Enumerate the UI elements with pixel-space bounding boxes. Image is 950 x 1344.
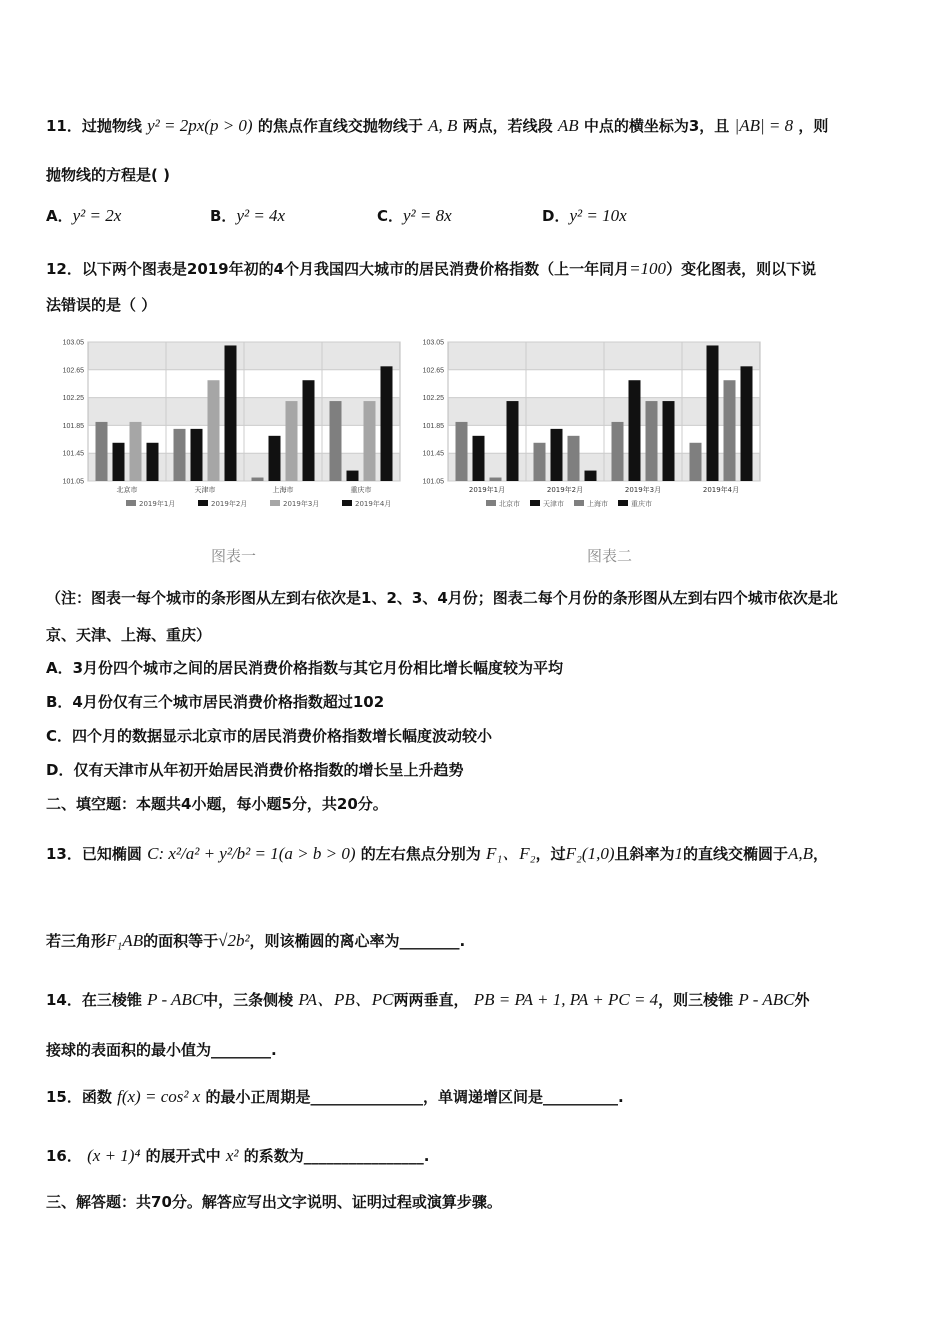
y-tick-label: 101.45	[62, 450, 84, 458]
q11-number: 11．	[46, 117, 82, 135]
legend-swatch	[342, 500, 352, 506]
q11-points: A, B	[428, 116, 458, 135]
q13-text: 的面积等于	[143, 932, 219, 950]
q16-binomial: (x + 1)⁴	[87, 1146, 141, 1165]
bar-2019年3月-重庆市	[364, 401, 376, 481]
q11-text: 的焦点作直线交抛物线于	[257, 117, 423, 135]
bar-2019年1月-天津市	[174, 429, 186, 481]
bar-2019年2月-天津市	[191, 429, 203, 481]
q14-text: 在三棱锥	[81, 991, 142, 1009]
legend-swatch	[126, 500, 136, 506]
q13-number: 13．	[46, 845, 82, 863]
q13-focus-point: F₂(1,0)	[565, 844, 615, 863]
q16-text: 的系数为________________.	[243, 1147, 430, 1165]
q12-text: 以下两个图表是2019年初的4个月我国四大城市的居民消费价格指数（上一年同月	[81, 260, 630, 278]
x-tick-label: 北京市	[116, 486, 138, 494]
y-tick-label: 102.65	[422, 367, 444, 375]
legend-label: 2019年3月	[283, 500, 320, 508]
q12-option-b: B．4月份仅有三个城市居民消费价格指数超过102	[46, 693, 385, 711]
q11-text: ，则	[798, 117, 829, 135]
legend-swatch	[198, 500, 208, 506]
q12-number: 12．	[46, 260, 82, 278]
q13-text: 已知椭圆	[81, 845, 142, 863]
bar-2019年1月-重庆市	[330, 401, 342, 481]
q13-line1	[46, 844, 828, 864]
q12-text: ）变化图表，则以下说	[666, 260, 817, 278]
q13-text: ，过	[535, 845, 566, 863]
bar-2019年3月-北京市	[130, 422, 142, 481]
q11-text: 中点的横坐标为3，且	[583, 117, 730, 135]
q11-segment: AB	[557, 116, 579, 135]
y-tick-label: 101.45	[422, 450, 444, 458]
bar-重庆市-2019年2月	[585, 471, 597, 481]
q15-text: 函数	[81, 1088, 112, 1106]
q12-line2: 法错误的是（ ）	[46, 296, 157, 314]
x-tick-label: 重庆市	[350, 486, 372, 494]
q13-points: A,B	[788, 844, 814, 863]
bar-北京市-2019年4月	[690, 443, 702, 481]
option-label: A．	[46, 207, 73, 225]
q13-text: ，	[813, 845, 829, 863]
q15-line	[46, 1087, 624, 1107]
bar-2019年1月-北京市	[96, 422, 108, 481]
option-label: D．	[542, 207, 570, 225]
legend-label: 2019年4月	[355, 500, 392, 508]
legend-label: 重庆市	[631, 500, 652, 508]
section-solutions-heading: 三、解答题：共70分。解答应写出文字说明、证明过程或演算步骤。	[46, 1193, 502, 1211]
q16-text: 的展开式中	[145, 1147, 221, 1165]
bar-天津市-2019年3月	[629, 380, 641, 481]
q13-line2	[46, 931, 465, 951]
q11-length: |AB| = 8	[734, 116, 794, 135]
bar-北京市-2019年1月	[456, 422, 468, 481]
bar-上海市-2019年2月	[568, 436, 580, 481]
chart-two	[410, 335, 770, 515]
y-tick-label: 103.05	[422, 339, 444, 347]
y-tick-label: 101.05	[422, 478, 444, 486]
chart-one-caption: 图表一	[211, 547, 257, 565]
q13-text: 若三角形	[46, 932, 107, 950]
bar-上海市-2019年3月	[646, 401, 658, 481]
chart-one	[50, 335, 410, 515]
legend-swatch	[618, 500, 628, 506]
q11-option-b	[210, 205, 285, 226]
bar-2019年4月-重庆市	[381, 366, 393, 481]
bar-重庆市-2019年3月	[663, 401, 675, 481]
q13-text: 的左右焦点分别为	[360, 845, 481, 863]
x-tick-label: 2019年1月	[468, 486, 506, 494]
legend-label: 2019年1月	[139, 500, 176, 508]
q16-number: 16．	[46, 1147, 82, 1165]
q12-option-a: A．3月份四个城市之间的居民消费价格指数与其它月份相比增长幅度较为平均	[46, 659, 564, 677]
q12-base: =100	[629, 259, 667, 278]
q11-text: 过抛物线	[81, 117, 142, 135]
bar-2019年1月-上海市	[252, 478, 264, 481]
bar-2019年2月-重庆市	[347, 471, 359, 481]
q11-line1	[46, 116, 828, 136]
bar-2019年3月-上海市	[286, 401, 298, 481]
q15-text: 的最小正周期是_______________，单调递增区间是__________.	[205, 1088, 624, 1106]
bar-天津市-2019年2月	[551, 429, 563, 481]
legend-label: 天津市	[543, 500, 564, 508]
legend-label: 2019年2月	[211, 500, 248, 508]
q11-option-a	[46, 205, 121, 226]
q14-conditions: PB = PA + 1, PA + PC = 4	[473, 990, 659, 1009]
q15-number: 15．	[46, 1088, 82, 1106]
q12-option-d: D．仅有天津市从年初开始居民消费价格指数的增长呈上升趋势	[46, 761, 464, 779]
bar-2019年4月-北京市	[147, 443, 159, 481]
option-formula: y² = 2x	[72, 206, 122, 225]
bar-上海市-2019年1月	[490, 478, 502, 481]
q13-text: 且斜率为	[614, 845, 675, 863]
q14-edges: PA、PB、PC	[298, 990, 394, 1009]
section-fill-in-heading: 二、填空题：本题共4小题，每小题5分，共20分。	[46, 795, 388, 813]
y-tick-label: 101.85	[62, 422, 84, 430]
x-tick-label: 天津市	[194, 486, 216, 494]
option-label: C．	[377, 207, 404, 225]
q12-note-line2: 京、天津、上海、重庆）	[46, 626, 212, 644]
bar-重庆市-2019年1月	[507, 401, 519, 481]
q14-text: 外	[794, 991, 810, 1009]
q12-option-c: C．四个月的数据显示北京市的居民消费价格指数增长幅度波动较小	[46, 727, 493, 745]
y-tick-label: 102.25	[422, 395, 444, 403]
q13-text: 的直线交椭圆于	[683, 845, 789, 863]
x-tick-label: 2019年4月	[702, 486, 740, 494]
q13-foci: F₁、F₂	[486, 844, 536, 863]
q12-line1	[46, 259, 816, 279]
bar-2019年4月-上海市	[303, 380, 315, 481]
q13-slope: 1	[674, 844, 683, 863]
bar-天津市-2019年4月	[707, 345, 719, 481]
q15-function: f(x) = cos² x	[117, 1087, 201, 1106]
legend-swatch	[486, 500, 496, 506]
q13-ellipse-formula: C: x²/a² + y²/b² = 1(a > b > 0)	[147, 844, 356, 863]
q16-term: x²	[225, 1146, 239, 1165]
q14-text: 中，三条侧棱	[203, 991, 294, 1009]
option-formula: y² = 8x	[403, 206, 452, 225]
q11-formula: y² = 2px(p > 0)	[147, 116, 253, 135]
q11-text: 两点，若线段	[462, 117, 553, 135]
chart-two-caption: 图表二	[587, 547, 633, 565]
bar-重庆市-2019年4月	[741, 366, 753, 481]
q16-line	[46, 1146, 429, 1166]
bar-北京市-2019年3月	[612, 422, 624, 481]
q14-line2: 接球的表面积的最小值为________.	[46, 1041, 277, 1059]
y-tick-label: 101.05	[62, 478, 84, 486]
bar-天津市-2019年1月	[473, 436, 485, 481]
q13-text: ，则该椭圆的离心率为________.	[249, 932, 466, 950]
legend-swatch	[530, 500, 540, 506]
legend-label: 上海市	[587, 500, 608, 508]
bar-2019年2月-北京市	[113, 443, 125, 481]
q12-note-line1: （注：图表一每个城市的条形图从左到右依次是1、2、3、4月份；图表二每个月份的条形图从左到右四个城市依次是北	[46, 589, 838, 607]
option-formula: y² = 4x	[236, 206, 286, 225]
q11-line2: 抛物线的方程是( )	[46, 166, 170, 184]
q14-text: 两两垂直，	[393, 991, 469, 1009]
x-tick-label: 2019年3月	[624, 486, 662, 494]
bar-上海市-2019年4月	[724, 380, 736, 481]
q11-option-d	[542, 205, 627, 226]
legend-label: 北京市	[499, 500, 520, 508]
legend-swatch	[270, 500, 280, 506]
bar-北京市-2019年2月	[534, 443, 546, 481]
bar-2019年4月-天津市	[225, 345, 237, 481]
q14-text: ，则三棱锥	[658, 991, 734, 1009]
y-tick-label: 102.65	[62, 367, 84, 375]
q11-option-c	[377, 205, 452, 226]
x-tick-label: 2019年2月	[546, 486, 584, 494]
q14-number: 14．	[46, 991, 82, 1009]
q14-pyramid: P - ABC	[738, 990, 795, 1009]
option-label: B．	[210, 207, 237, 225]
q13-area: √2b²	[218, 931, 250, 950]
y-tick-label: 101.85	[422, 422, 444, 430]
x-tick-label: 上海市	[272, 486, 294, 494]
q13-triangle: F₁AB	[106, 931, 144, 950]
legend-swatch	[574, 500, 584, 506]
y-tick-label: 102.25	[62, 395, 84, 403]
bar-2019年2月-上海市	[269, 436, 281, 481]
y-tick-label: 103.05	[62, 339, 84, 347]
q14-pyramid: P - ABC	[147, 990, 204, 1009]
bar-2019年3月-天津市	[208, 380, 220, 481]
q14-line1	[46, 990, 809, 1010]
option-formula: y² = 10x	[569, 206, 627, 225]
